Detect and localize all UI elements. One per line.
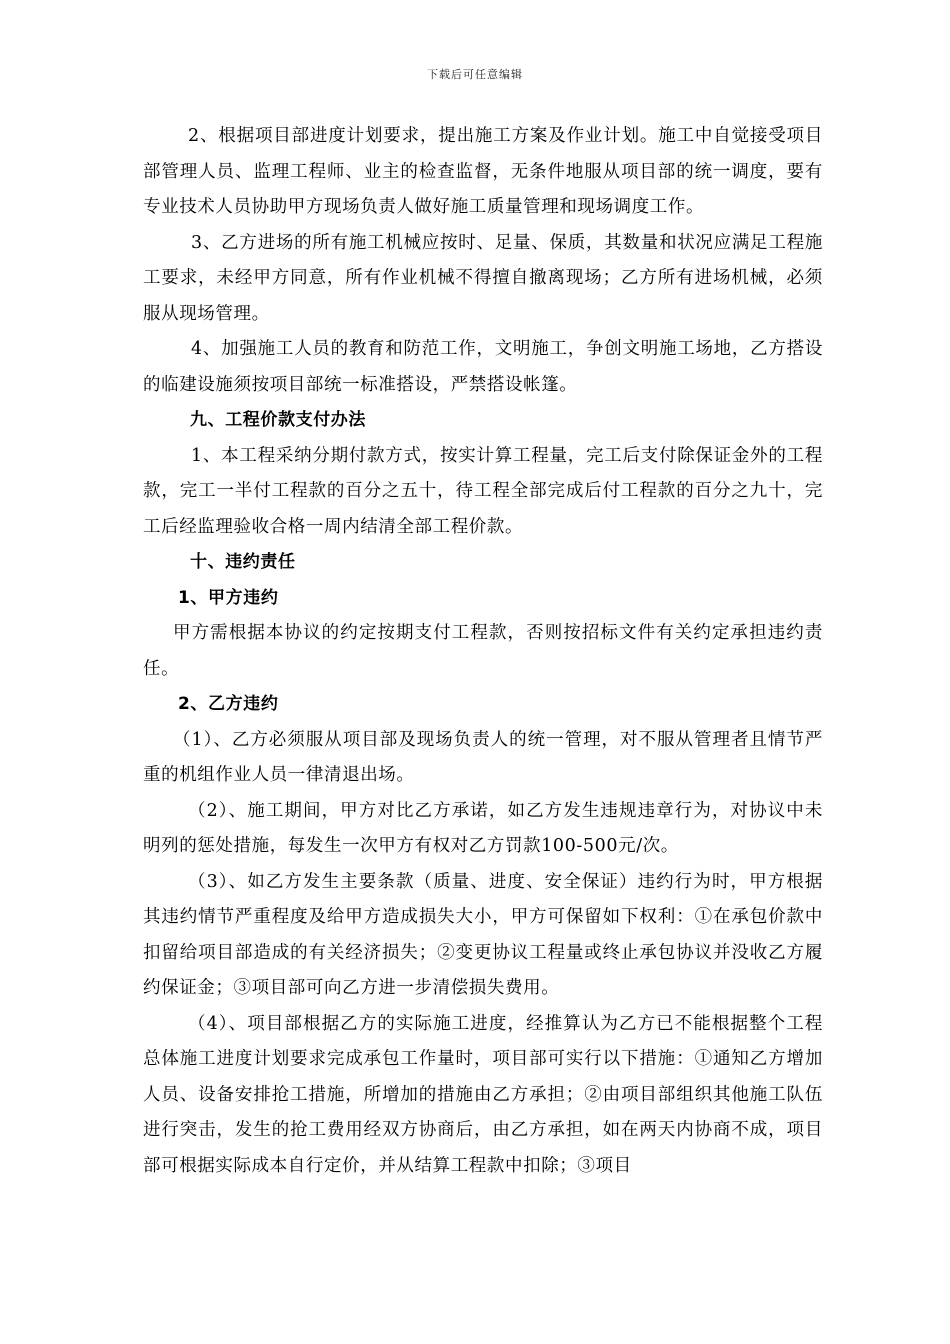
section-heading-liability: 十、违约责任 bbox=[190, 552, 296, 572]
header-note: 下载后可任意编辑 bbox=[427, 68, 523, 81]
paragraph-party-a-breach: 甲方需根据本协议的约定按期支付工程款，否则按招标文件有关约定承担违约责任。 bbox=[143, 623, 823, 679]
paragraph-payment-1: 1、本工程采纳分期付款方式，按实计算工程量，完工后支付除保证金外的工程款，完工一半付工程款的百分之五十，待工程全部完成后付工程款的百分之九十，完工后经监理验收合格一周内结清全部工程价款。 bbox=[143, 445, 823, 537]
paragraph-item-2: 2、根据项目部进度计划要求，提出施工方案及作业计划。施工中自觉接受项目部管理人员、监理工程师、业主的检查监督，无条件地服从项目部的统一调度，要有专业技术人员协助甲方现场负责人做好施工质量管理和现场调度工作。 bbox=[143, 126, 823, 217]
paragraph-item-4: 4、加强施工人员的教育和防范工作，文明施工，争创文明施工场地，乙方搭设的临建设施须按项目部统一标准搭设，严禁搭设帐篷。 bbox=[143, 339, 823, 395]
subheading-party-a-breach: 1、甲方违约 bbox=[178, 587, 279, 608]
subheading-party-b-breach: 2、乙方违约 bbox=[178, 694, 279, 714]
section-heading-payment: 九、工程价款支付办法 bbox=[190, 410, 366, 430]
paragraph-party-b-1: （1）、乙方必须服从项目部及现场负责人的统一管理，对不服从管理者且情节严重的机组作业人员一律清退出场。 bbox=[143, 729, 823, 785]
paragraph-party-b-2: （2）、施工期间，甲方对比乙方承诺，如乙方发生违规违章行为，对协议中未明列的惩处措施，每发生一次甲方有权对乙方罚款100-500元/次。 bbox=[143, 800, 823, 856]
document-body bbox=[143, 119, 823, 1184]
paragraph-party-b-4: （4）、项目部根据乙方的实际施工进度，经推算认为乙方已不能根据整个工程总体施工进度计划要求完成承包工作量时，项目部可实行以下措施：①通知乙方增加人员、设备安排抢工措施，所增加的措施由乙方承担；②由项目部组织其他施工队伍进行突击，发生的抢工费用经双方协商后，由乙方承担，如在两天内协商不成，项目部可根据实际成本自行定价，并从结算工程款中扣除；③项目 bbox=[143, 1013, 823, 1176]
paragraph-party-b-3: （3）、如乙方发生主要条款（质量、进度、安全保证）违约行为时，甲方根据其违约情节严重程度及给甲方造成损失大小，甲方可保留如下权利：①在承包价款中扣留给项目部造成的有关经济损失；②变更协议工程量或终止承包协议并没收乙方履约保证金；③项目部可向乙方进一步清偿损失费用。 bbox=[143, 871, 823, 998]
paragraph-item-3: 3、乙方进场的所有施工机械应按时、足量、保质，其数量和状况应满足工程施工要求，未经甲方同意，所有作业机械不得擅自撤离现场；乙方所有进场机械，必须服从现场管理。 bbox=[143, 232, 823, 324]
